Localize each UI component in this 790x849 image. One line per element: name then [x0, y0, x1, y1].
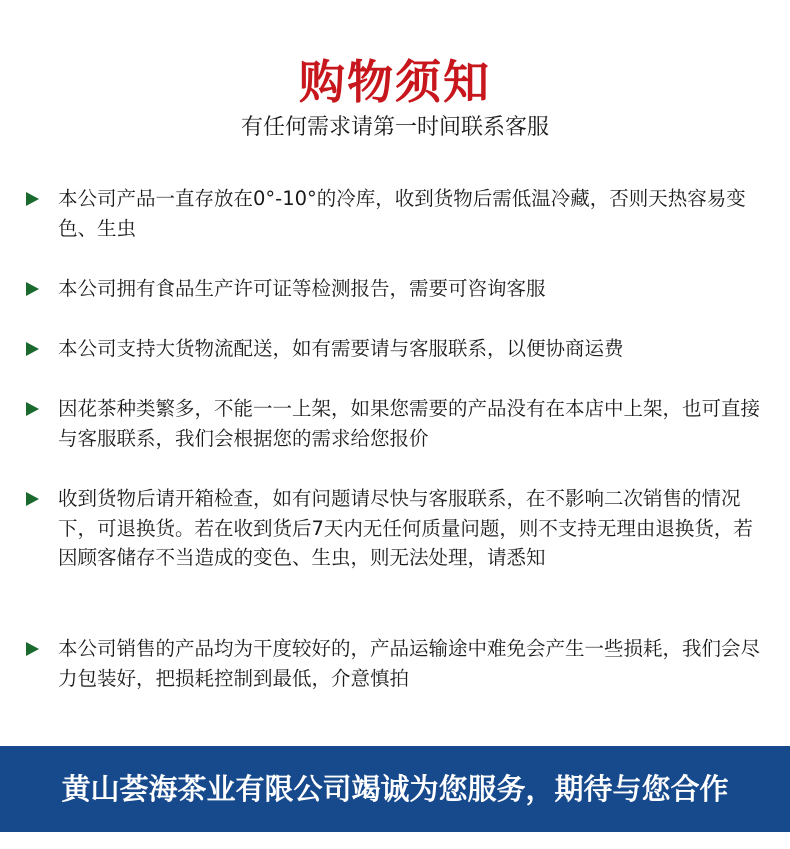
page-title: 购物须知 — [299, 55, 491, 109]
triangle-bullet-icon — [26, 192, 39, 206]
footer-slogan: 黄山荟海茶业有限公司竭诚为您服务，期待与您合作 — [61, 772, 729, 806]
notice-text: 本公司销售的产品均为干度较好的，产品运输途中难免会产生一些损耗，我们会尽力包装好，把损耗控制到最低，介意慎拍 — [58, 637, 761, 690]
triangle-bullet-icon — [26, 402, 39, 416]
notice-text: 本公司支持大货物流配送，如有需要请与客服联系，以便协商运费 — [58, 337, 624, 360]
page-subtitle: 有任何需求请第一时间联系客服 — [240, 115, 549, 140]
triangle-bullet-icon — [26, 342, 39, 356]
notice-text: 本公司拥有食品生产许可证等检测报告，需要可咨询客服 — [58, 277, 546, 300]
notice-text: 本公司产品一直存放在0°-10°的冷库，收到货物后需低温冷藏，否则天热容易变色、生虫 — [58, 187, 746, 240]
triangle-bullet-icon — [26, 492, 39, 506]
notice-text: 收到货物后请开箱检查，如有问题请尽快与客服联系，在不影响二次销售的情况下，可退换货。若在收到货后7天内无任何质量问题，则不支持无理由退换货，若因顾客储存不当造成的变色、生虫，则无法处理，请悉知 — [58, 487, 753, 569]
triangle-bullet-icon — [26, 642, 39, 656]
triangle-bullet-icon — [26, 282, 39, 296]
footer-banner — [0, 746, 790, 832]
notice-text: 因花茶种类繁多，不能一一上架，如果您需要的产品没有在本店中上架，也可直接与客服联系，我们会根据您的需求给您报价 — [58, 397, 761, 450]
